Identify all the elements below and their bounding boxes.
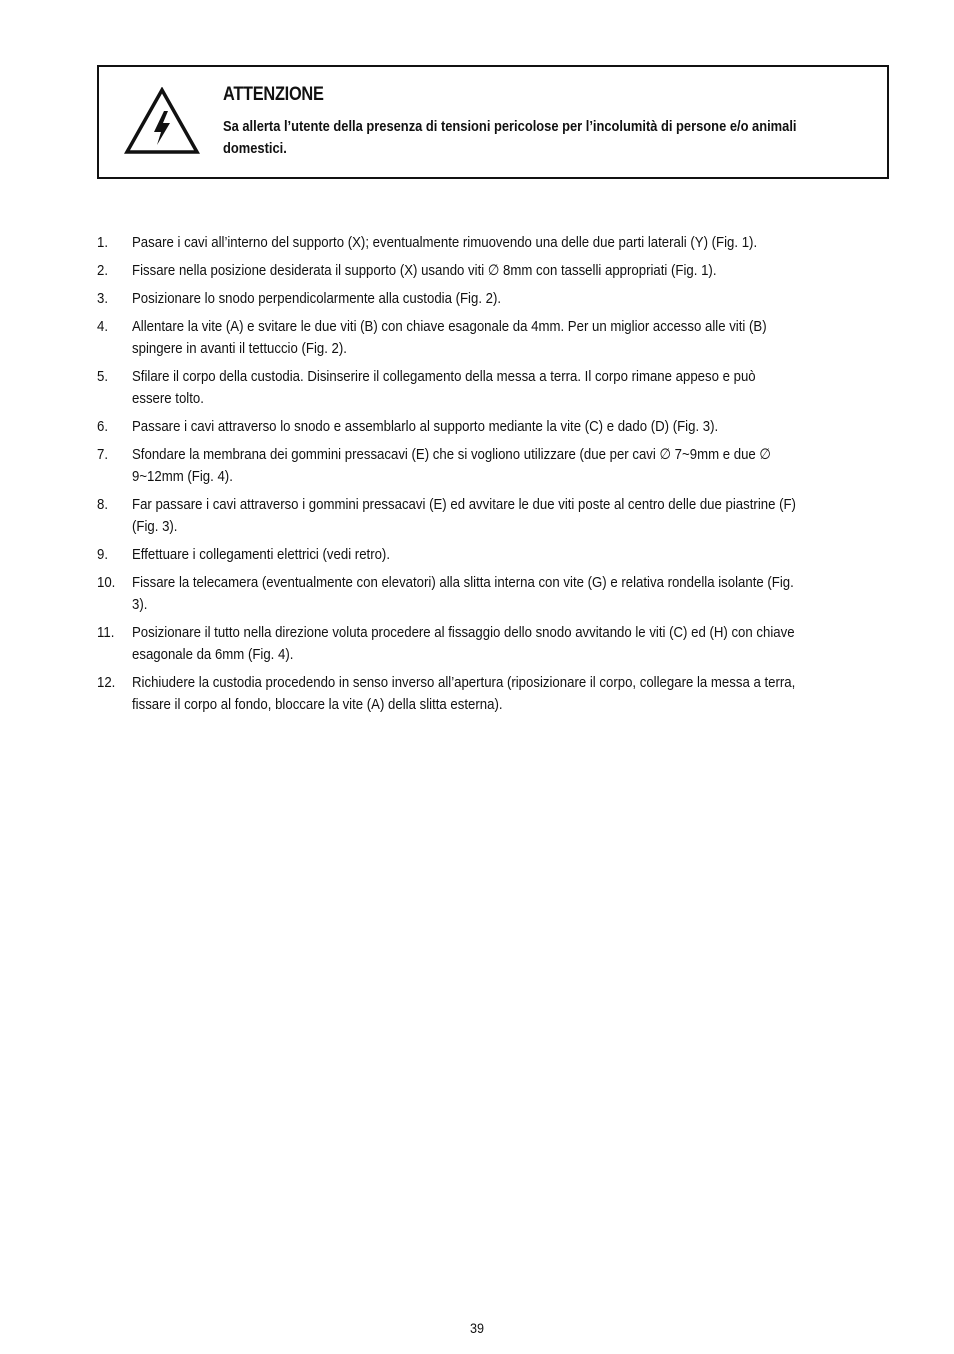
list-item	[97, 232, 889, 254]
step-text: Sfilare il corpo della custodia. Disinserire il collegamento della messa a terra. Il corpo rimane appeso e può essere tolto.	[132, 368, 756, 407]
step-number: 5.	[97, 368, 109, 385]
step-text: Posizionare lo snodo perpendicolarmente alla custodia (Fig. 2).	[132, 290, 502, 307]
list-item	[97, 494, 889, 538]
step-text: Richiudere la custodia procedendo in senso inverso all’apertura (riposizionare il corpo, collegare la messa a terra, fissare il corpo al fondo, bloccare la vite (A) della slitta esterna).	[132, 674, 796, 713]
step-text: Fissare nella posizione desiderata il supporto (X) usando viti ∅ 8mm con tasselli appropriati (Fig. 1).	[132, 262, 717, 279]
list-item	[97, 260, 889, 282]
warning-title: ATTENZIONE	[223, 84, 324, 105]
step-number: 7.	[97, 446, 109, 463]
step-number: 1.	[97, 234, 109, 251]
list-item	[97, 572, 889, 616]
page-number: 39	[469, 1320, 485, 1336]
list-item	[97, 444, 889, 488]
step-text: Effettuare i collegamenti elettrici (vedi retro).	[132, 546, 391, 563]
step-text: Passare i cavi attraverso lo snodo e assemblarlo al supporto mediante la vite (C) e dado (D) (Fig. 3).	[132, 418, 719, 435]
step-number: 10.	[97, 574, 116, 591]
step-text: Pasare i cavi all’interno del supporto (X); eventualmente rimuovendo una delle due parti laterali (Y) (Fig. 1).	[132, 234, 758, 251]
list-item	[97, 288, 889, 310]
step-text: Far passare i cavi attraverso i gommini pressacavi (E) ed avvitare le due viti poste al centro delle due piastrine (F) (Fig. 3).	[132, 496, 796, 535]
list-item	[97, 672, 889, 716]
step-number: 6.	[97, 418, 109, 435]
list-item	[97, 366, 889, 410]
step-number: 2.	[97, 262, 109, 279]
step-number: 8.	[97, 496, 109, 513]
list-item	[97, 622, 889, 666]
high-voltage-warning-icon	[124, 87, 200, 155]
step-number: 3.	[97, 290, 109, 307]
step-text: Fissare la telecamera (eventualmente con elevatori) alla slitta interna con vite (G) e relativa rondella isolante (Fig. 3).	[132, 574, 794, 613]
step-number: 11.	[97, 624, 115, 641]
step-number: 12.	[97, 674, 116, 691]
list-item	[97, 544, 889, 566]
step-text: Posizionare il tutto nella direzione voluta procedere al fissaggio dello snodo avvitando le viti (C) ed (H) con chiave esagonale da 6mm (Fig. 4).	[132, 624, 795, 663]
warning-box	[97, 65, 889, 179]
step-text: Allentare la vite (A) e svitare le due viti (B) con chiave esagonale da 4mm. Per un miglior accesso alle viti (B) spingere in avanti il tettuccio (Fig. 2).	[132, 318, 767, 357]
instruction-list	[97, 232, 889, 722]
step-text: Sfondare la membrana dei gommini pressacavi (E) che si vogliono utilizzare (due per cavi ∅ 7~9mm e due ∅ 9~12mm (Fig. 4).	[132, 446, 771, 485]
step-number: 4.	[97, 318, 109, 335]
warning-text: Sa allerta l’utente della presenza di tensioni pericolose per l’incolumità di persone e/o animali domestici.	[223, 118, 797, 157]
step-number: 9.	[97, 546, 109, 563]
list-item	[97, 316, 889, 360]
list-item	[97, 416, 889, 438]
